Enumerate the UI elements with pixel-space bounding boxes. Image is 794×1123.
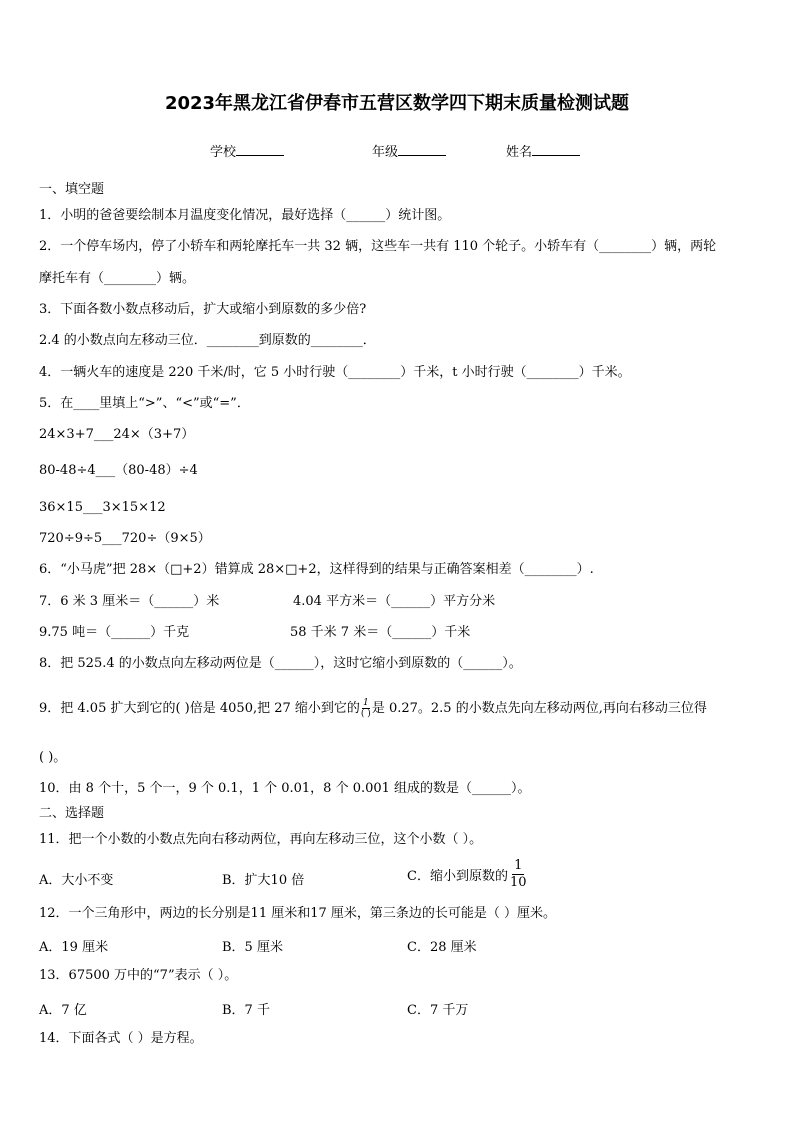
question-11-option-b: B．扩大10 倍 bbox=[222, 873, 305, 888]
question-12-option-b: B．5 厘米 bbox=[222, 940, 283, 955]
question-9-part-2: 是 0.27。2.5 的小数点先向左移动两位,再向右移动三位得 bbox=[371, 700, 707, 716]
grade-label: 年级 bbox=[372, 145, 399, 160]
fraction-denominator: 10 bbox=[509, 875, 527, 890]
question-7-item-a1: 7．6 米 3 厘米＝（______）米 bbox=[39, 594, 220, 609]
question-3-item: 2.4 的小数点向左移动三位．________到原数的________． bbox=[39, 333, 376, 348]
page-title: 2023年黑龙江省伊春市五营区数学四下期末质量检测试题 bbox=[164, 93, 630, 114]
school-blank bbox=[236, 143, 284, 156]
option-c-fraction bbox=[510, 858, 527, 891]
question-14: 14．下面各式（ ）是方程。 bbox=[39, 1031, 203, 1046]
question-1: 1．小明的爸爸要绘制本月温度变化情况，最好选择（______）统计图。 bbox=[39, 208, 451, 223]
question-11-option-a: A．大小不变 bbox=[39, 873, 114, 888]
question-2-line-1: 2．一个停车场内，停了小轿车和两轮摩托车一共 32 辆，这些车一共有 110 个轮子。小轿车有（________）辆，两轮 bbox=[39, 239, 717, 254]
question-2-line-2: 摩托车有（________）辆。 bbox=[39, 271, 196, 286]
question-5: 5．在____里填上“>”、“<”或“=”． bbox=[39, 396, 250, 411]
question-12-option-c: C．28 厘米 bbox=[407, 940, 477, 955]
question-8: 8．把 525.4 的小数点向左移动两位是（______），这时它缩小到原数的（______）。 bbox=[39, 656, 522, 671]
grade-blank bbox=[398, 143, 446, 156]
question-10: 10．由 8 个十，5 个一，9 个 0.1，1 个 0.01，8 个 0.001 组成的数是（______）。 bbox=[39, 781, 531, 796]
name-blank bbox=[532, 143, 580, 156]
question-11: 11．把一个小数的小数点先向右移动两位，再向左移动三位，这个小数（ ）。 bbox=[39, 832, 483, 847]
name-label: 姓名 bbox=[506, 145, 533, 160]
question-13-option-b: B．7 千 bbox=[222, 1003, 270, 1018]
question-9-line-1 bbox=[39, 698, 707, 719]
question-11-option-c bbox=[407, 858, 529, 891]
grade-field bbox=[372, 141, 446, 160]
question-6: 6．“小马虎”把 28×（□+2）错算成 28×□+2，这样得到的结果与正确答案相差（________）. bbox=[39, 562, 594, 577]
question-5-item-d: 720÷9÷5___720÷（9×5） bbox=[39, 531, 211, 546]
question-13: 13．67500 万中的“7”表示（ ）。 bbox=[39, 968, 238, 983]
question-7-item-a2: 4.04 平方米＝（______）平方分米 bbox=[293, 594, 496, 609]
question-9-line-2: ( )。 bbox=[39, 750, 67, 765]
question-3: 3．下面各数小数点移动后，扩大或缩小到原数的多少倍? bbox=[39, 302, 367, 317]
school-field bbox=[210, 141, 284, 160]
question-5-item-b: 80-48÷4___（80-48）÷4 bbox=[39, 463, 198, 478]
question-4: 4．一辆火车的速度是 220 千米/时，它 5 小时行驶（________）千米，t 小时行驶（________）千米。 bbox=[39, 365, 631, 380]
name-field bbox=[506, 141, 580, 160]
question-13-option-c: C．7 千万 bbox=[407, 1003, 469, 1018]
question-5-item-c: 36×15___3×15×12 bbox=[39, 500, 166, 515]
section-heading-choice: 二、选择题 bbox=[39, 806, 105, 821]
section-heading-fill-blank: 一、填空题 bbox=[39, 182, 105, 197]
question-9-fraction bbox=[361, 698, 371, 719]
option-c-text: C．缩小到原数的 bbox=[407, 869, 508, 884]
question-7-item-b1: 9.75 吨＝（______）千克 bbox=[39, 625, 190, 640]
question-7-item-b2: 58 千米 7 米＝（______）千米 bbox=[290, 625, 471, 640]
fraction-numerator: 1 bbox=[514, 858, 523, 873]
question-9-part-1: 9．把 4.05 扩大到它的( )倍是 4050,把 27 缩小到它的 bbox=[39, 700, 360, 716]
question-13-option-a: A．7 亿 bbox=[39, 1003, 87, 1018]
school-label: 学校 bbox=[210, 145, 237, 160]
question-12: 12．一个三角形中，两边的长分别是11 厘米和17 厘米，第三条边的长可能是（ ）厘米。 bbox=[39, 906, 557, 921]
fraction-numerator: 1 bbox=[363, 698, 369, 708]
fraction-denominator: ( ) bbox=[360, 709, 371, 719]
question-5-item-a: 24×3+7___24×（3+7） bbox=[39, 427, 195, 442]
question-12-option-a: A．19 厘米 bbox=[39, 940, 109, 955]
